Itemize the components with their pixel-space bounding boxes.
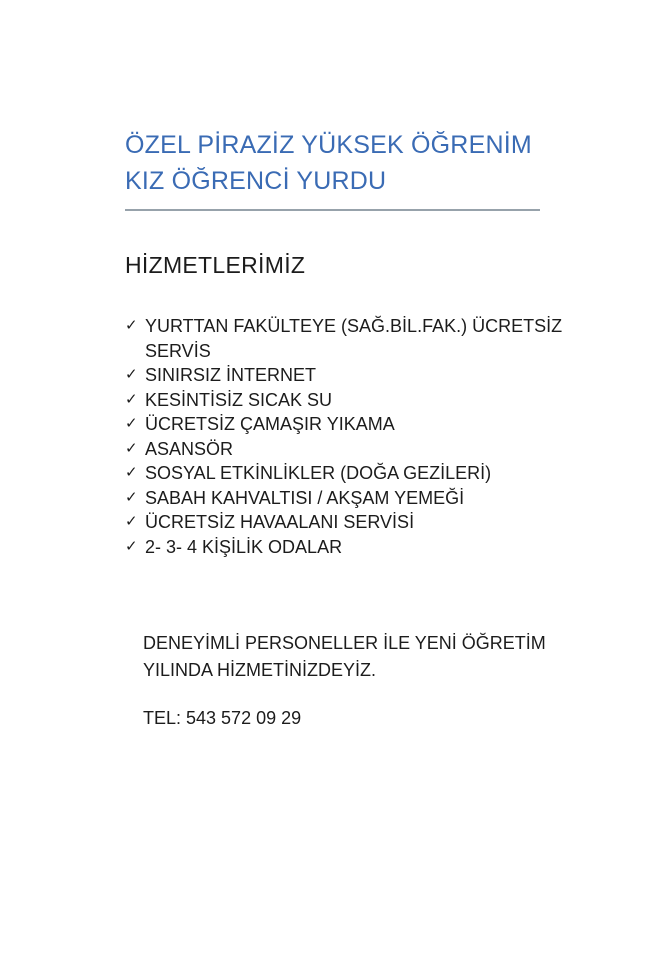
phone-number: TEL: 543 572 09 29 [143,708,302,728]
checkmark-icon: ✓ [125,513,138,530]
service-item [125,535,595,560]
service-item-label: SOSYAL ETKİNLİKLER (DOĞA GEZİLERİ) [145,463,492,483]
service-item [125,388,595,413]
service-item [125,363,595,388]
checkmark-icon: ✓ [125,317,138,334]
services-heading: HİZMETLERİMİZ [125,252,306,278]
service-item [125,314,595,363]
service-item-label: YURTTAN FAKÜLTEYE (SAĞ.BİL.FAK.) ÜCRETSİZ SERVİS [145,316,563,361]
page-title [125,127,555,199]
checkmark-icon: ✓ [125,439,138,457]
service-item-label: ASANSÖR [145,438,234,459]
service-item [125,412,595,437]
service-item [125,437,595,462]
checkmark-icon: ✓ [125,415,138,432]
service-item [125,461,595,486]
checkmark-icon: ✓ [125,366,138,383]
service-item-label: 2- 3- 4 KİŞİLİK ODALAR [145,536,343,557]
service-item [125,510,595,535]
page-title-line1: ÖZEL PİRAZİZ YÜKSEK ÖĞRENİM [125,131,532,159]
checkmark-icon: ✓ [125,390,138,408]
footer-note: DENEYİMLİ PERSONELLER İLE YENİ ÖĞRETİM YILINDA HİZMETİNİZDEYİZ. [143,633,546,680]
checkmark-icon: ✓ [125,464,138,481]
service-item-label: KESİNTİSİZ SICAK SU [145,389,333,410]
title-divider-rule [125,209,540,211]
service-item-label: ÜCRETSİZ ÇAMAŞIR YIKAMA [145,414,395,434]
service-item-label: SINIRSIZ İNTERNET [145,365,317,385]
service-item-label: SABAH KAHVALTISI / AKŞAM YEMEĞİ [145,487,465,508]
services-list [125,314,595,559]
service-item-label: ÜCRETSİZ HAVAALANI SERVİSİ [145,512,415,532]
page-title-line2: KIZ ÖĞRENCİ YURDU [125,167,387,195]
service-item [125,486,595,511]
checkmark-icon: ✓ [125,537,138,555]
checkmark-icon: ✓ [125,488,138,506]
